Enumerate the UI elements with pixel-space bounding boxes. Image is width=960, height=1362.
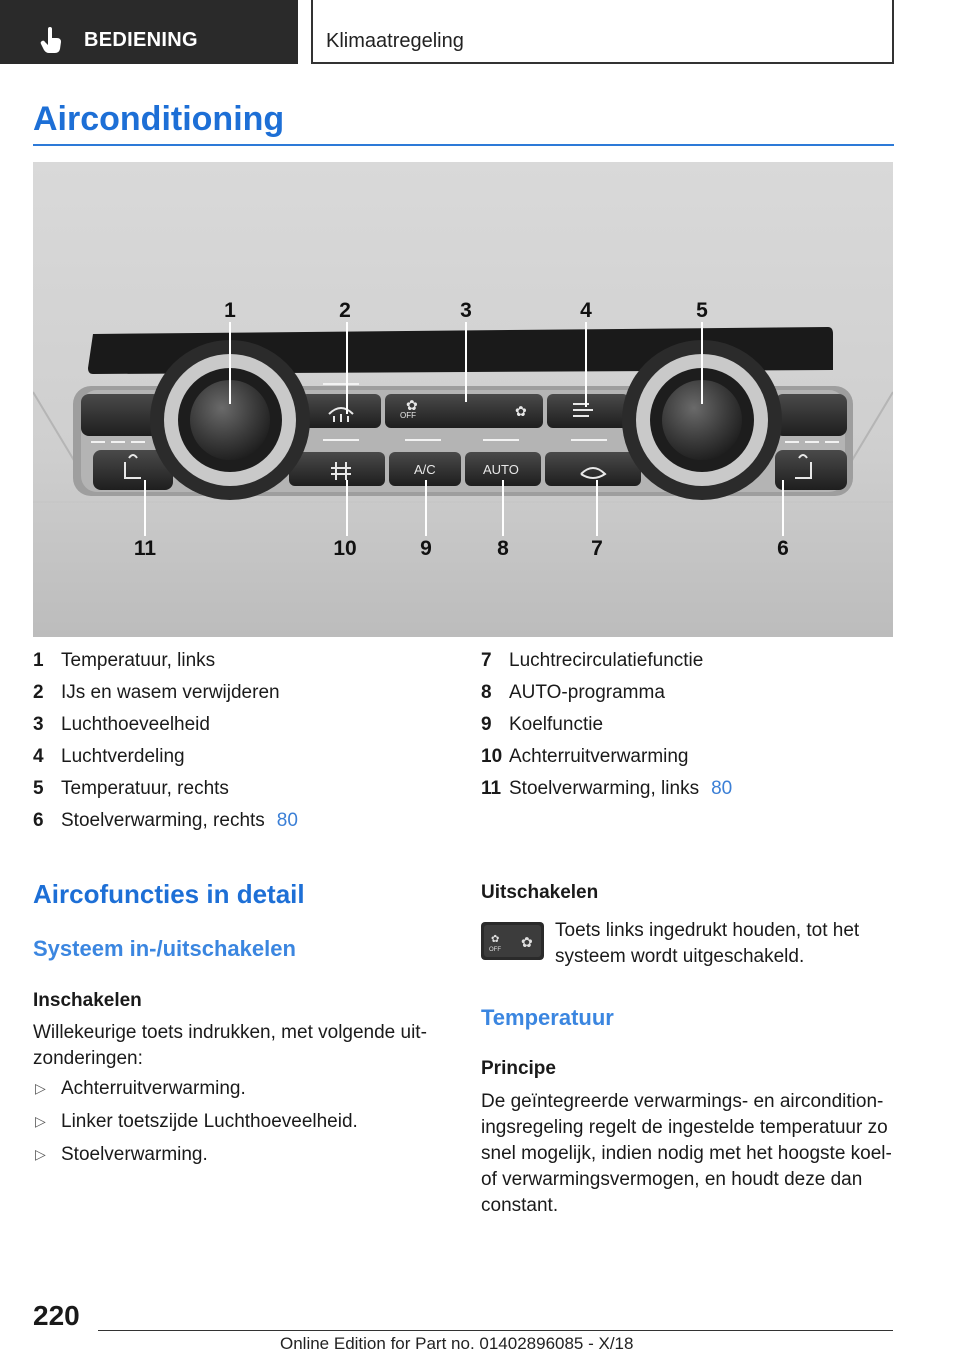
page-title: Airconditioning <box>33 100 285 138</box>
legend-number: 1 <box>33 650 44 671</box>
legend-number: 10 <box>481 746 503 767</box>
legend-number: 9 <box>481 714 492 735</box>
legend-item <box>481 650 901 682</box>
text-line: zonderingen: <box>33 1048 143 1069</box>
legend-text: IJs en wasem verwijderen <box>61 682 280 703</box>
text-line: Toets links ingedrukt houden, tot het <box>555 920 860 941</box>
legend-left <box>33 650 453 842</box>
off-button-label: OFF <box>400 411 416 420</box>
switch-off-text <box>555 918 895 970</box>
legend-number: 11 <box>481 778 502 799</box>
svg-text:✿: ✿ <box>515 403 527 419</box>
list-item-text: Stoelverwarming. <box>61 1144 208 1165</box>
principle-text <box>481 1089 901 1219</box>
principle-heading: Principe <box>481 1058 556 1079</box>
legend-item <box>33 746 453 778</box>
legend-right <box>481 650 901 810</box>
legend-item <box>33 650 453 682</box>
svg-text:✿: ✿ <box>521 934 533 950</box>
bullet-triangle-icon: ▷ <box>35 1146 46 1162</box>
legend-number: 5 <box>33 778 44 799</box>
text-line: Willekeurige toets indrukken, met volgende uit- <box>33 1022 427 1043</box>
temperature-heading: Temperatuur <box>481 1005 614 1030</box>
off-label: OFF <box>489 947 501 953</box>
legend-number: 8 <box>481 682 492 703</box>
list-item <box>33 1111 453 1144</box>
text-line: systeem wordt uitgeschakeld. <box>555 946 805 967</box>
ac-button-label: A/C <box>414 462 436 477</box>
callout-10: 10 <box>333 537 357 560</box>
legend-text: Temperatuur, links <box>61 650 216 671</box>
legend-number: 7 <box>481 650 492 671</box>
fan-off-button-icon <box>481 922 544 960</box>
callout-3: 3 <box>460 299 472 322</box>
climate-panel-figure <box>33 162 893 637</box>
legend-number: 6 <box>33 810 44 831</box>
legend-text: Achterruitverwarming <box>509 746 689 767</box>
legend-item <box>33 778 453 810</box>
svg-text:✿: ✿ <box>406 397 418 413</box>
switch-on-text <box>33 1020 443 1072</box>
legend-item <box>481 714 901 746</box>
auto-button-label: AUTO <box>483 462 519 477</box>
section-heading: Aircofuncties in detail <box>33 879 305 909</box>
page-reference-link[interactable]: 80 <box>711 778 733 799</box>
list-item-text: Achterruitverwarming. <box>61 1078 246 1099</box>
section-label: BEDIENING <box>84 29 198 51</box>
legend-text: Stoelverwarming, links <box>509 778 700 799</box>
list-item <box>33 1078 453 1111</box>
callout-4: 4 <box>580 299 592 322</box>
text-line: De geïntegreerde verwarmings- en aircondition- <box>481 1091 884 1112</box>
switch-off-heading: Uitschakelen <box>481 882 599 903</box>
pointing-hand-icon <box>40 27 62 53</box>
text-line: constant. <box>481 1195 559 1216</box>
callout-2: 2 <box>339 299 351 322</box>
legend-text: AUTO-programma <box>509 682 665 703</box>
list-item <box>33 1144 453 1177</box>
legend-number: 2 <box>33 682 44 703</box>
callout-11: 11 <box>133 537 157 560</box>
exceptions-list <box>33 1078 453 1177</box>
text-line: ingsregeling regelt de ingestelde temperatuur zo <box>481 1117 888 1138</box>
page-number: 220 <box>33 1300 80 1331</box>
callout-6: 6 <box>777 537 789 560</box>
legend-item <box>481 682 901 714</box>
edition-text: Online Edition for Part no. 01402896085 - X/18 <box>280 1334 634 1353</box>
subsection-heading: Systeem in-/uitschakelen <box>33 936 296 961</box>
svg-text:✿: ✿ <box>491 934 500 945</box>
title-rule <box>33 144 894 146</box>
footer-rule <box>98 1330 893 1331</box>
callout-7: 7 <box>591 537 603 560</box>
callout-9: 9 <box>420 537 432 560</box>
legend-item <box>33 714 453 746</box>
text-line: of verwarmingsvermogen, en houdt deze dan <box>481 1169 863 1190</box>
switch-on-heading: Inschakelen <box>33 990 142 1011</box>
legend-number: 3 <box>33 714 44 735</box>
callout-1: 1 <box>224 299 236 322</box>
chapter-title: Klimaatregeling <box>326 30 464 52</box>
callout-8: 8 <box>497 537 509 560</box>
legend-text: Stoelverwarming, rechts <box>61 810 265 831</box>
legend-item <box>33 682 453 714</box>
legend-text: Luchtrecirculatiefunctie <box>509 650 704 671</box>
legend-text: Luchthoeveelheid <box>61 714 210 735</box>
list-item-text: Linker toetszijde Luchthoeveelheid. <box>61 1111 358 1132</box>
page-reference-link[interactable]: 80 <box>276 810 298 831</box>
legend-item <box>33 810 453 842</box>
legend-text: Koelfunctie <box>509 714 604 735</box>
legend-item <box>481 778 901 810</box>
legend-number: 4 <box>33 746 44 767</box>
legend-item <box>481 746 901 778</box>
legend-text: Luchtverdeling <box>61 746 185 767</box>
legend-text: Temperatuur, rechts <box>61 778 229 799</box>
callout-5: 5 <box>696 299 708 322</box>
text-line: snel mogelijk, indien nodig met het hoogste koel- <box>481 1143 892 1164</box>
bullet-triangle-icon: ▷ <box>35 1113 46 1129</box>
bullet-triangle-icon: ▷ <box>35 1080 46 1096</box>
